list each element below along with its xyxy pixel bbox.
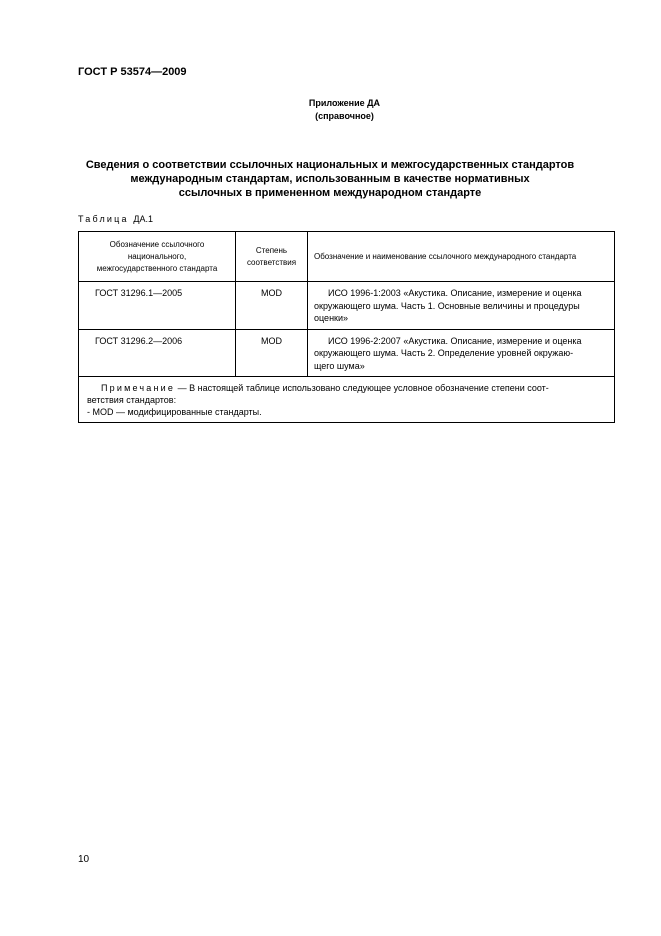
table-label-prefix: Таблица — [78, 214, 129, 224]
cell-standard-code: ГОСТ 31296.2—2006 — [79, 329, 236, 377]
note-line: - MOD — модифицированные стандарты. — [87, 407, 262, 417]
cell-degree: MOD — [236, 282, 308, 330]
table-header-row — [79, 232, 615, 282]
table-note — [79, 377, 615, 423]
cell-standard-code: ГОСТ 31296.1—2005 — [79, 282, 236, 330]
cell-international-standard: ИСО 1996-1:2003 «Акустика. Описание, измерение и оценка окружающего шума. Часть 1. Основные величины и процедуры оценки» — [308, 282, 615, 330]
page-number: 10 — [78, 854, 90, 865]
section-title — [78, 158, 582, 200]
note-line: ветствия стандартов: — [87, 395, 177, 405]
appendix-heading — [0, 97, 661, 123]
table-row — [79, 282, 615, 330]
table-label — [78, 214, 153, 224]
title-line: международным стандартам, использованным в качестве нормативных — [130, 173, 530, 185]
cell-international-standard: ИСО 1996-2:2007 «Акустика. Описание, измерение и оценка окружающего шума. Часть 2. Определение уровней окружаю- щего шума» — [308, 329, 615, 377]
table-row — [79, 329, 615, 377]
correspondence-table — [78, 231, 615, 423]
appendix-title: Приложение ДА — [308, 98, 381, 108]
table-label-number: ДА.1 — [133, 214, 154, 224]
title-line: Сведения о соответствии ссылочных национальных и межгосударственных стандартов — [85, 159, 575, 171]
document-code: ГОСТ Р 53574—2009 — [78, 66, 187, 78]
appendix-subtitle: (справочное) — [315, 111, 374, 121]
note-heading: Примечание — [101, 383, 176, 393]
header-national-standard: Обозначение ссылочного национального, межгосударственного стандарта — [79, 232, 236, 282]
header-degree: Степень соответствия — [236, 232, 308, 282]
header-international-standard: Обозначение и наименование ссылочного международного стандарта — [308, 232, 615, 282]
note-line: — В настоящей таблице использовано следующее условное обозначение степени соот- — [177, 383, 549, 393]
title-line: ссылочных в примененном международном стандарте — [178, 187, 482, 199]
cell-degree: MOD — [236, 329, 308, 377]
table-note-row — [79, 377, 615, 423]
